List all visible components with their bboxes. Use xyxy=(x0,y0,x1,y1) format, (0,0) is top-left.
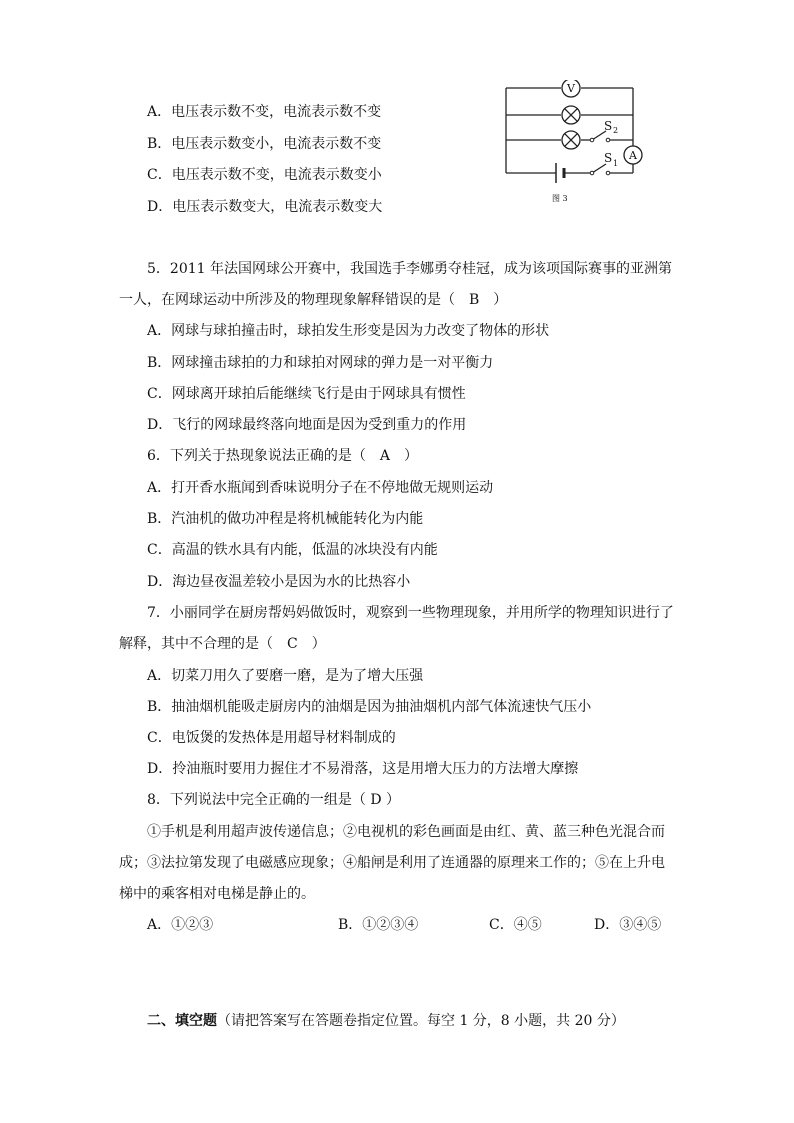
q8-option-b: B．①②③④ xyxy=(338,917,419,933)
q5-option-a: A．网球与球拍撞击时，球拍发生形变是因为力改变了物体的形状 xyxy=(147,323,550,339)
q8-body-line2: 成；③法拉第发现了电磁感应现象；④船闸是利用了连通器的原理来工作的；⑤在上升电 xyxy=(119,855,665,871)
q5-option-b: B．网球撞击球拍的力和球拍对网球的弹力是一对平衡力 xyxy=(147,355,494,371)
q4-option-d: D．电压表示数变大，电流表示数变大 xyxy=(147,199,383,215)
q7-option-c: C．电饭煲的发热体是用超导材料制成的 xyxy=(147,730,396,746)
switch2-pivot xyxy=(590,138,594,142)
section2-heading xyxy=(147,1012,625,1030)
q7-stem-line1: 7．小丽同学在厨房帮妈妈做饭时，观察到一些物理现象，并用所学的物理知识进行了 xyxy=(147,605,674,621)
switch2-contact xyxy=(606,138,610,142)
q8-stem: 8．下列说法中完全正确的一组是（ D ） xyxy=(147,792,401,808)
q4-option-a: A．电压表示数不变，电流表示数不变 xyxy=(147,104,382,120)
switch2-subscript: 2 xyxy=(613,126,619,135)
switch1-subscript: 1 xyxy=(613,159,619,168)
switch2-label: S xyxy=(604,119,613,133)
switch1-contact xyxy=(606,171,610,175)
ammeter-label: A xyxy=(629,149,637,162)
switch1-label: S xyxy=(604,151,613,165)
q6-option-d: D．海边昼夜温差较小是因为水的比热容小 xyxy=(147,574,411,590)
voltmeter-label: V xyxy=(567,82,575,95)
q6-option-a: A．打开香水瓶闻到香味说明分子在不停地做无规则运动 xyxy=(147,480,494,496)
q4-option-c: C．电压表示数不变，电流表示数变小 xyxy=(147,167,382,183)
q6-option-b: B．汽油机的做功冲程是将机械能转化为内能 xyxy=(147,511,424,527)
figure-caption: 图 3 xyxy=(552,194,568,203)
lamp-icon xyxy=(562,131,580,149)
section2-title: 二、填空题 xyxy=(147,1013,217,1029)
q7-option-d: D．拎油瓶时要用力握住才不易滑落，这是用增大压力的方法增大摩擦 xyxy=(147,761,579,777)
q8-body-line1: ①手机是利用超声波传递信息；②电视机的彩色画面是由红、黄、蓝三种色光混合而 xyxy=(147,824,665,840)
q5-option-c: C．网球离开球拍后能继续飞行是由于网球具有惯性 xyxy=(147,386,466,402)
switch1-pivot xyxy=(590,171,594,175)
q7-option-a: A．切菜刀用久了要磨一磨，是为了增大压强 xyxy=(147,668,424,684)
q6-stem: 6．下列关于热现象说法正确的是（ A ） xyxy=(147,448,419,464)
q8-option-a: A．①②③ xyxy=(147,917,214,933)
q8-body-line3: 梯中的乘客相对电梯是静止的。 xyxy=(119,886,315,902)
q8-option-c: C．④⑤ xyxy=(489,917,542,933)
q7-option-b: B．抽油烟机能吸走厨房内的油烟是因为抽油烟机内部气体流速快气压小 xyxy=(147,699,592,715)
q5-option-d: D．飞行的网球最终落向地面是因为受到重力的作用 xyxy=(147,417,467,433)
q5-stem-line2: 一人，在网球运动中所涉及的物理现象解释错误的是（ B ） xyxy=(119,292,508,308)
ammeter-icon xyxy=(624,146,642,164)
section2-note: （请把答案写在答题卷指定位置。每空 1 分，8 小题，共 20 分） xyxy=(217,1013,625,1029)
q6-option-c: C．高温的铁水具有内能，低温的冰块没有内能 xyxy=(147,542,438,558)
q4-option-b: B．电压表示数变小，电流表示数不变 xyxy=(147,136,382,152)
voltmeter-icon xyxy=(562,80,580,97)
q5-stem-line1: 5．2011 年法国网球公开赛中，我国选手李娜勇夺桂冠，成为该项国际赛事的亚洲第 xyxy=(147,261,672,277)
lamp-icon xyxy=(562,106,580,124)
q7-stem-line2: 解释，其中不合理的是（ C ） xyxy=(119,636,326,652)
q8-option-d: D．③④⑤ xyxy=(594,917,662,933)
circuit-diagram xyxy=(500,80,660,210)
